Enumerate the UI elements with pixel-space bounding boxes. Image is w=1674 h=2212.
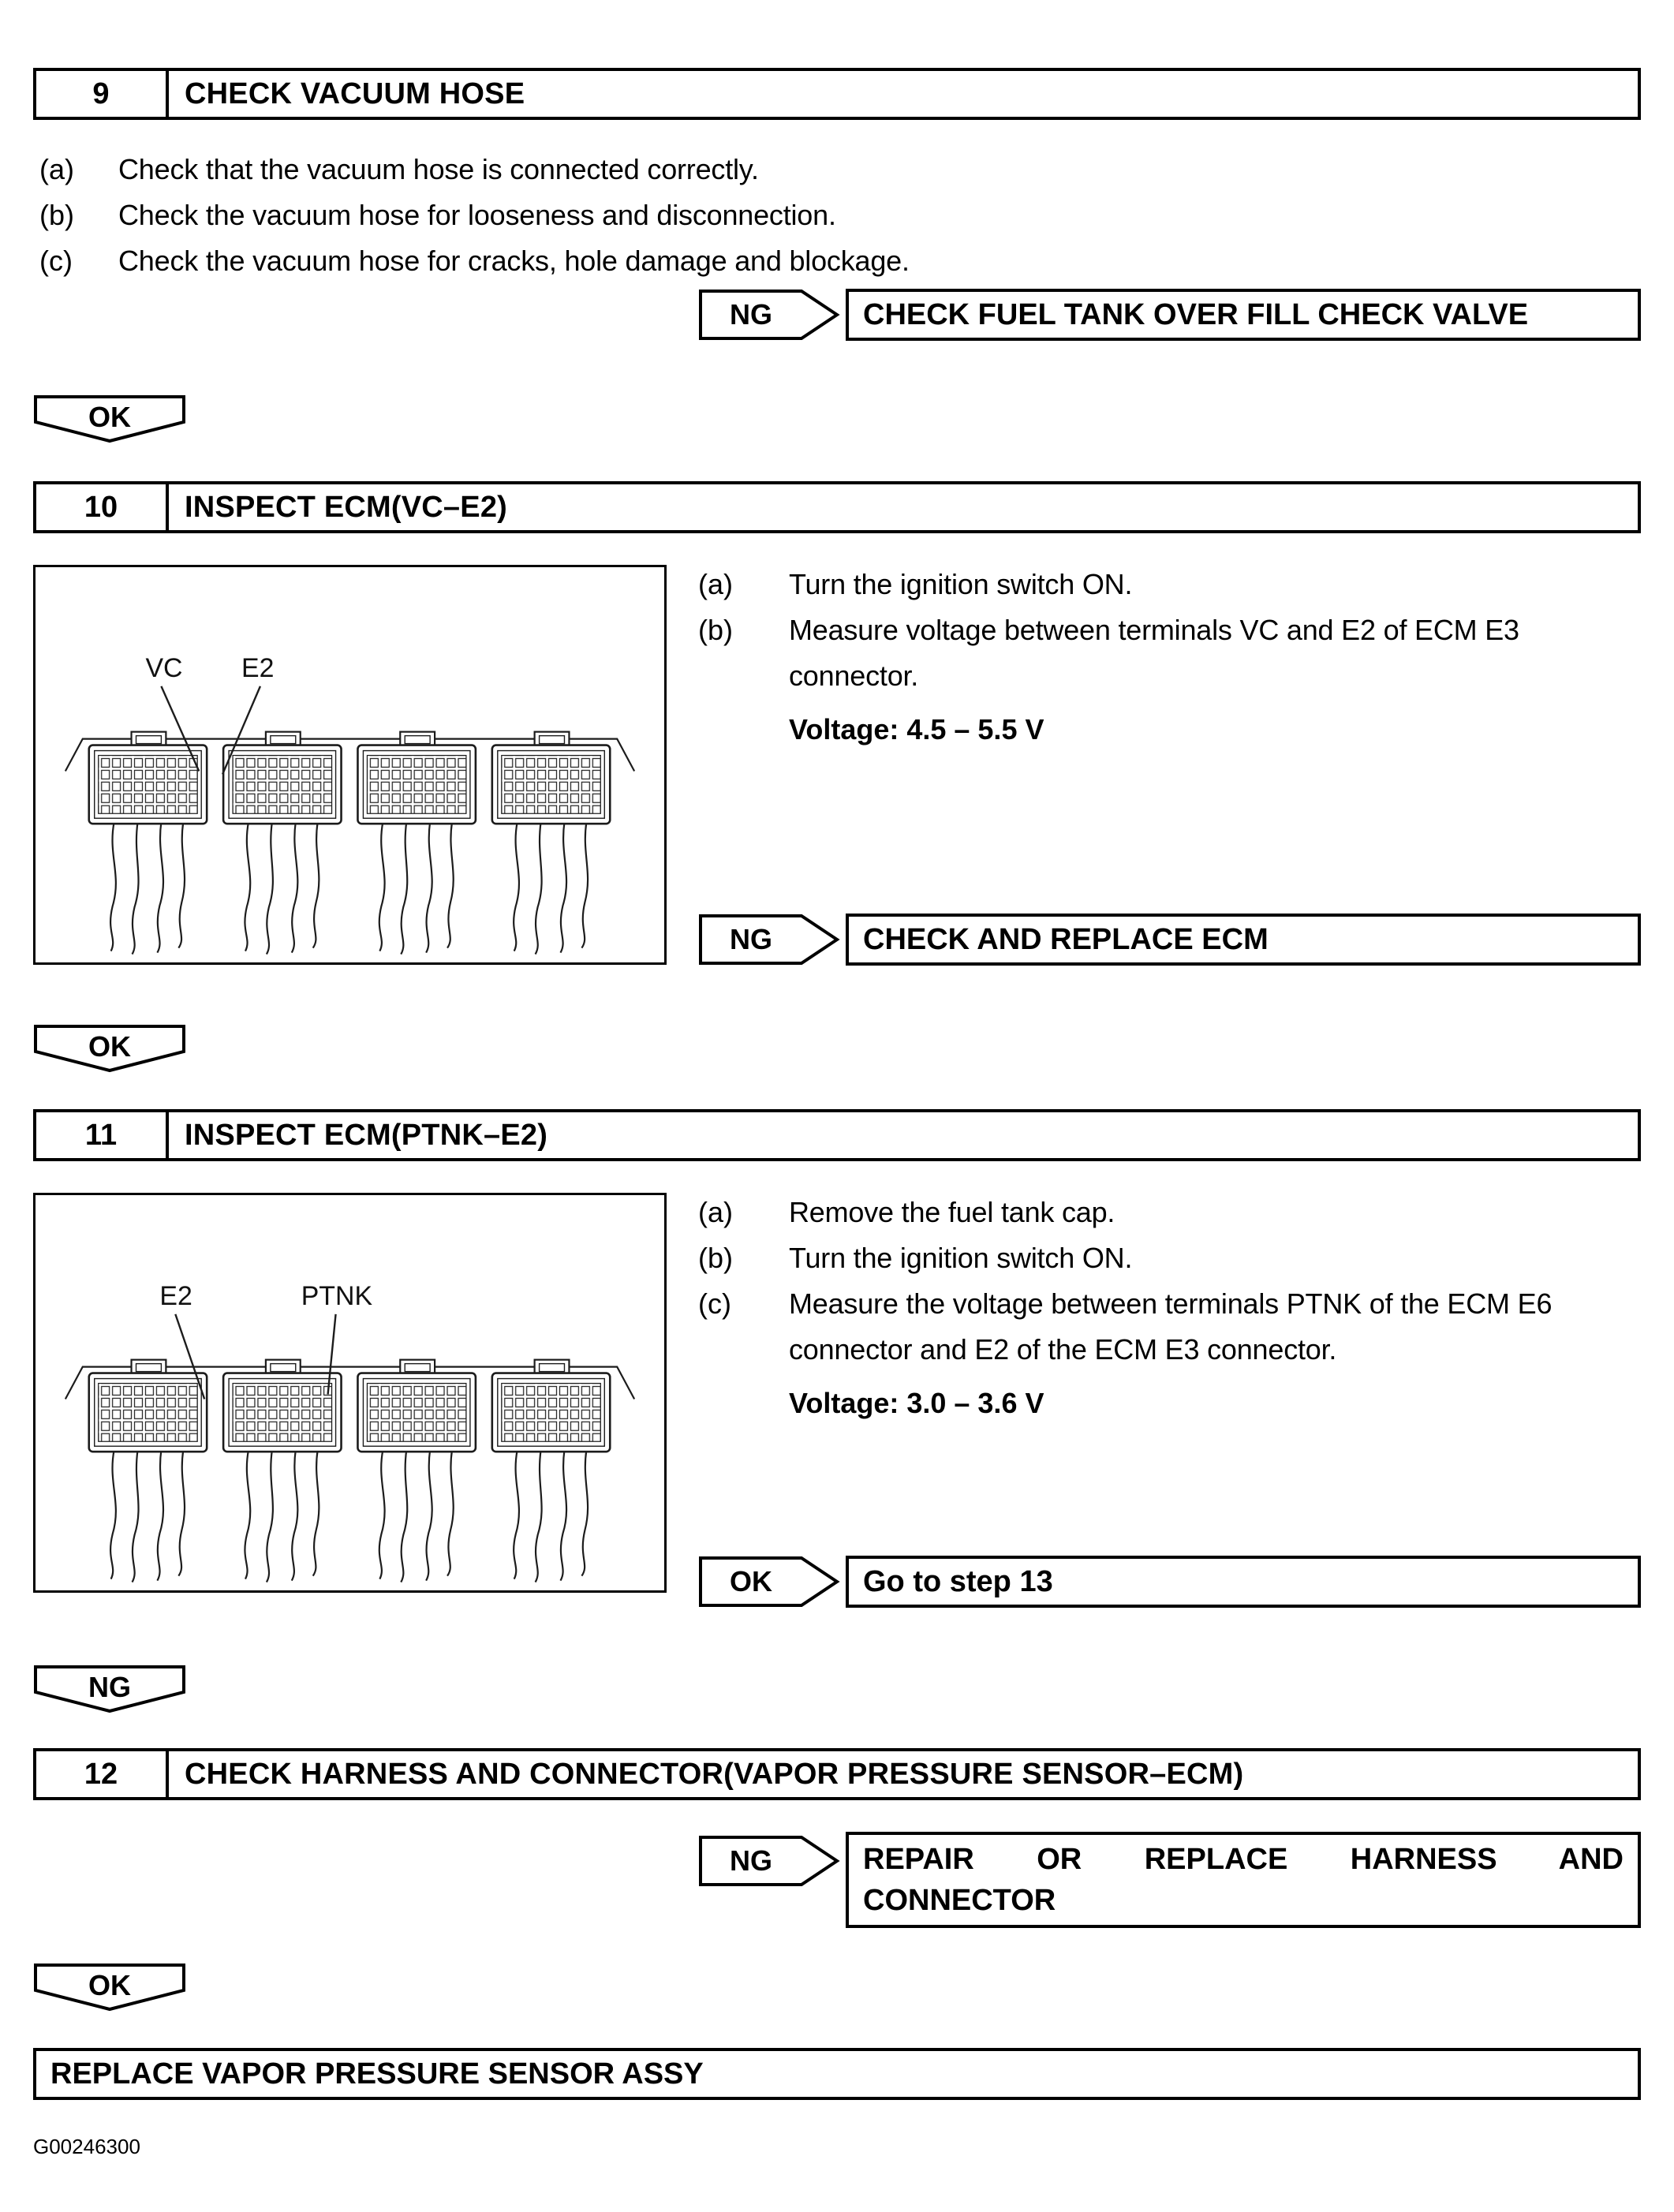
procedure-item bbox=[698, 562, 1621, 607]
figure-box-vc-e2 bbox=[33, 565, 667, 965]
action-line-2: CONNECTOR bbox=[863, 1884, 1056, 1917]
item-text: Measure the voltage between terminals PTNK of the ECM E6 connector and E2 of the ECM E3 connector. bbox=[789, 1287, 1553, 1366]
ng-arrow-tag bbox=[698, 914, 840, 966]
step9-procedure-list bbox=[39, 147, 1381, 284]
ecm-connector-diagram bbox=[35, 567, 664, 962]
ng-tag-label: NG bbox=[730, 923, 772, 955]
final-action-box bbox=[33, 2048, 1641, 2100]
ng-flag-label: NG bbox=[88, 1671, 131, 1703]
step10-ng-action-text: CHECK AND REPLACE ECM bbox=[863, 922, 1269, 956]
step11-header bbox=[33, 1109, 1641, 1161]
step12-ng-action-box bbox=[846, 1832, 1641, 1928]
action-line-1: REPAIR OR REPLACE HARNESS AND bbox=[863, 1843, 1624, 1876]
ok-flag-label: OK bbox=[88, 401, 131, 433]
connector-row-art bbox=[65, 1360, 634, 1582]
step11-procedure-list bbox=[698, 1190, 1621, 1426]
step10-ng-action-box bbox=[846, 914, 1641, 966]
step9-number: 9 bbox=[36, 71, 169, 117]
item-label: (a) bbox=[698, 1196, 733, 1228]
step10-header bbox=[33, 481, 1641, 533]
step12-header bbox=[33, 1748, 1641, 1800]
item-label: (b) bbox=[698, 1242, 733, 1274]
step10-title: INSPECT ECM(VC–E2) bbox=[185, 490, 508, 524]
item-text: Turn the ignition switch ON. bbox=[789, 1242, 1133, 1274]
connector-row-art bbox=[65, 732, 634, 955]
ng-tag-label: NG bbox=[730, 1844, 772, 1877]
figure-code: G00246300 bbox=[33, 2135, 140, 2158]
item-label: (b) bbox=[698, 614, 733, 646]
procedure-item bbox=[39, 192, 1381, 238]
ok-flag bbox=[33, 394, 186, 443]
procedure-item bbox=[39, 238, 1381, 284]
item-text: Check the vacuum hose for cracks, hole damage and blockage. bbox=[118, 245, 910, 277]
step11-title: INSPECT ECM(PTNK–E2) bbox=[185, 1118, 548, 1152]
step10-procedure-list bbox=[698, 562, 1621, 753]
ok-flag-label: OK bbox=[88, 1969, 131, 2001]
item-text: Measure voltage between terminals VC and E2 of ECM E3 connector. bbox=[789, 614, 1519, 692]
terminal-label-e2: E2 bbox=[241, 652, 275, 683]
step12-ng-action-text bbox=[863, 1839, 1624, 1921]
step12-title: CHECK HARNESS AND CONNECTOR(VAPOR PRESSURE SENSOR–ECM) bbox=[185, 1757, 1244, 1791]
step9-header bbox=[33, 68, 1641, 120]
ok-arrow-tag bbox=[698, 1556, 840, 1608]
terminal-label-e2: E2 bbox=[159, 1280, 192, 1311]
item-label: (a) bbox=[698, 568, 733, 600]
ok-tag-label: OK bbox=[730, 1565, 772, 1597]
ng-arrow-tag bbox=[698, 289, 840, 341]
step12-number: 12 bbox=[36, 1751, 169, 1797]
ng-arrow-tag bbox=[698, 1835, 840, 1887]
ok-flag bbox=[33, 1963, 186, 2012]
ok-flag-label: OK bbox=[88, 1030, 131, 1063]
terminal-label-ptnk: PTNK bbox=[301, 1280, 373, 1311]
procedure-item bbox=[698, 1235, 1621, 1281]
ecm-connector-diagram bbox=[35, 1195, 664, 1590]
item-label: (c) bbox=[39, 245, 73, 277]
step9-ng-action-box bbox=[846, 289, 1641, 341]
voltage-spec: Voltage: 4.5 – 5.5 V bbox=[789, 713, 1044, 745]
step9-ng-action-text: CHECK FUEL TANK OVER FILL CHECK VALVE bbox=[863, 297, 1529, 331]
item-text: Turn the ignition switch ON. bbox=[789, 568, 1133, 600]
voltage-spec: Voltage: 3.0 – 3.6 V bbox=[789, 1387, 1044, 1419]
step9-title: CHECK VACUUM HOSE bbox=[185, 77, 525, 110]
step11-ok-action-box bbox=[846, 1556, 1641, 1608]
step11-number: 11 bbox=[36, 1112, 169, 1158]
ok-flag bbox=[33, 1024, 186, 1073]
item-text: Remove the fuel tank cap. bbox=[789, 1196, 1115, 1228]
procedure-item bbox=[39, 147, 1381, 192]
step10-number: 10 bbox=[36, 484, 169, 530]
item-text: Check the vacuum hose for looseness and disconnection. bbox=[118, 199, 836, 231]
item-label: (a) bbox=[39, 153, 74, 185]
final-action-text: REPLACE VAPOR PRESSURE SENSOR ASSY bbox=[50, 2057, 704, 2091]
procedure-item bbox=[698, 1281, 1621, 1373]
item-label: (c) bbox=[698, 1287, 731, 1320]
procedure-item bbox=[698, 607, 1621, 699]
ng-flag bbox=[33, 1665, 186, 1713]
figure-box-ptnk-e2 bbox=[33, 1193, 667, 1593]
item-text: Check that the vacuum hose is connected correctly. bbox=[118, 153, 759, 185]
ng-tag-label: NG bbox=[730, 298, 772, 331]
terminal-label-vc: VC bbox=[145, 652, 183, 683]
procedure-item bbox=[698, 1190, 1621, 1235]
item-label: (b) bbox=[39, 199, 74, 231]
step11-ok-action-text: Go to step 13 bbox=[863, 1564, 1053, 1598]
